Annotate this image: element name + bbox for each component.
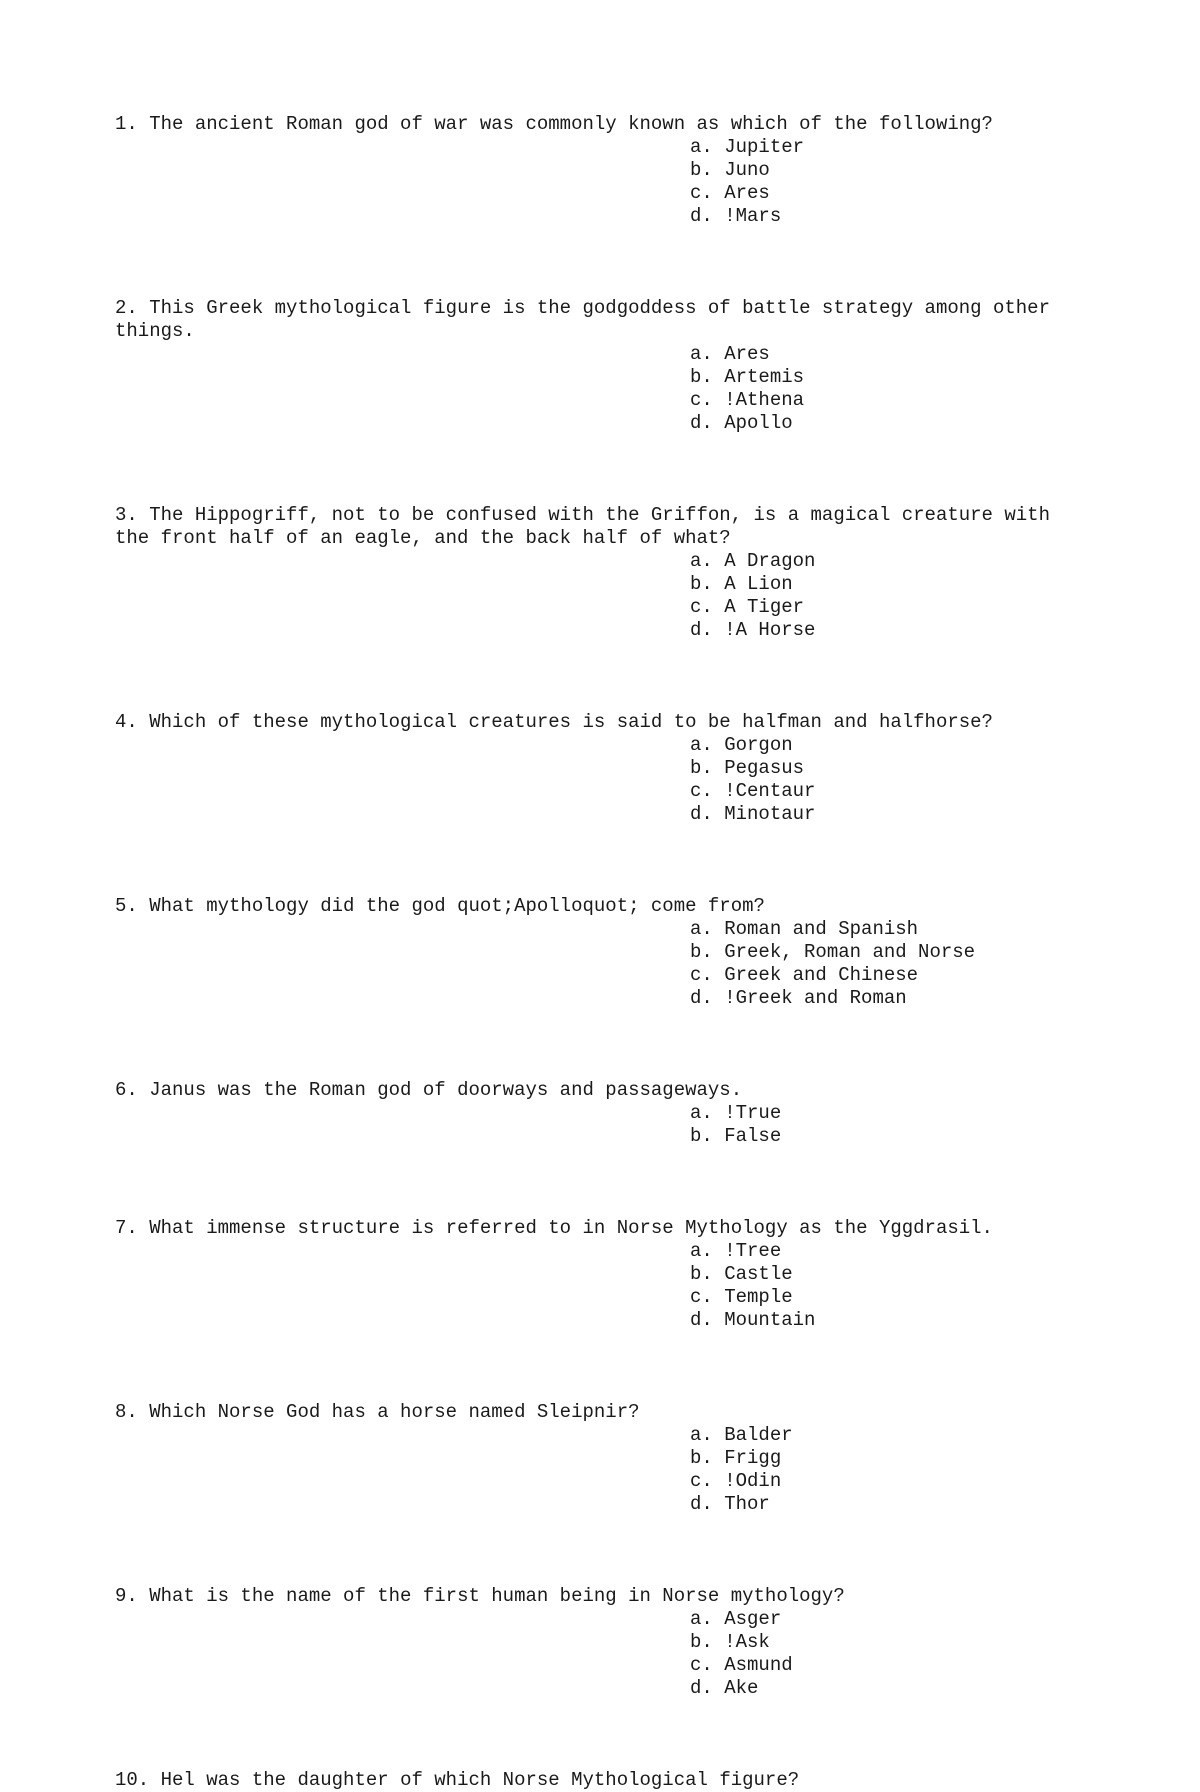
answer-option [690, 366, 1095, 389]
question-number: 2. [115, 297, 138, 319]
question-text [115, 113, 1065, 136]
option-text: Temple [724, 1286, 793, 1308]
answer-option [690, 941, 1095, 964]
question-block [115, 1401, 1095, 1516]
answer-option [690, 1263, 1095, 1286]
option-letter: a. [690, 550, 713, 572]
answer-option [690, 918, 1095, 941]
answer-options [690, 136, 1095, 228]
question-spacer [115, 826, 1095, 895]
option-text: Artemis [724, 366, 805, 388]
option-letter: d. [690, 205, 713, 227]
answer-option [690, 1424, 1095, 1447]
question-spacer [115, 435, 1095, 504]
answer-option [690, 159, 1095, 182]
question-block [115, 297, 1095, 435]
question-prompt: Which of these mythological creatures is said to be halfman and halfhorse? [149, 711, 993, 733]
question-text [115, 1585, 1065, 1608]
question-number: 5. [115, 895, 138, 917]
answer-option [690, 964, 1095, 987]
question-prompt: Which Norse God has a horse named Sleipnir? [149, 1401, 640, 1423]
option-text: !True [724, 1102, 782, 1124]
option-letter: a. [690, 1240, 713, 1262]
question-text [115, 1401, 1065, 1424]
answer-option [690, 803, 1095, 826]
option-letter: b. [690, 757, 713, 779]
answer-options [690, 1102, 1095, 1148]
option-letter: a. [690, 343, 713, 365]
answer-options [690, 1608, 1095, 1700]
option-letter: a. [690, 734, 713, 756]
question-prompt: Hel was the daughter of which Norse Mythological figure? [160, 1769, 800, 1791]
option-text: Thor [724, 1493, 770, 1515]
option-text: A Tiger [724, 596, 805, 618]
option-text: A Dragon [724, 550, 816, 572]
answer-option [690, 780, 1095, 803]
option-letter: c. [690, 596, 713, 618]
question-number: 10. [115, 1769, 150, 1791]
answer-options [690, 734, 1095, 826]
option-text: Roman and Spanish [724, 918, 919, 940]
answer-option [690, 1240, 1095, 1263]
option-letter: b. [690, 573, 713, 595]
option-text: Frigg [724, 1447, 782, 1469]
answer-option [690, 1654, 1095, 1677]
answer-option [690, 1470, 1095, 1493]
question-number: 4. [115, 711, 138, 733]
answer-options [690, 343, 1095, 435]
answer-option [690, 389, 1095, 412]
answer-option [690, 619, 1095, 642]
option-text: Asmund [724, 1654, 793, 1676]
answer-option [690, 205, 1095, 228]
option-text: Ares [724, 182, 770, 204]
question-spacer [115, 1700, 1095, 1769]
question-number: 3. [115, 504, 138, 526]
question-prompt: What immense structure is referred to in Norse Mythology as the Yggdrasil. [149, 1217, 993, 1239]
option-text: !Greek and Roman [724, 987, 907, 1009]
answer-options [690, 918, 1095, 1010]
option-text: !A Horse [724, 619, 816, 641]
option-text: Gorgon [724, 734, 793, 756]
question-block [115, 1217, 1095, 1332]
question-text [115, 504, 1065, 550]
option-text: Balder [724, 1424, 793, 1446]
question-text [115, 1769, 1065, 1792]
option-letter: d. [690, 1309, 713, 1331]
option-text: !Athena [724, 389, 805, 411]
question-prompt: The Hippogriff, not to be confused with the Griffon, is a magical creature with the front half of an eagle, and the back half of what? [115, 504, 1062, 549]
option-letter: d. [690, 1677, 713, 1699]
option-letter: a. [690, 1102, 713, 1124]
answer-option [690, 136, 1095, 159]
option-text: Greek, Roman and Norse [724, 941, 976, 963]
answer-option [690, 1493, 1095, 1516]
option-letter: b. [690, 1447, 713, 1469]
option-letter: d. [690, 412, 713, 434]
question-spacer [115, 642, 1095, 711]
option-letter: b. [690, 941, 713, 963]
option-text: !Centaur [724, 780, 816, 802]
option-text: !Mars [724, 205, 782, 227]
question-block [115, 1079, 1095, 1148]
question-text [115, 1217, 1065, 1240]
answer-option [690, 757, 1095, 780]
option-text: False [724, 1125, 782, 1147]
question-text [115, 711, 1065, 734]
answer-option [690, 1447, 1095, 1470]
option-letter: b. [690, 159, 713, 181]
option-text: Juno [724, 159, 770, 181]
option-letter: d. [690, 1493, 713, 1515]
question-prompt: Janus was the Roman god of doorways and passageways. [149, 1079, 743, 1101]
question-spacer [115, 1148, 1095, 1217]
option-letter: a. [690, 918, 713, 940]
answer-option [690, 1309, 1095, 1332]
option-letter: c. [690, 182, 713, 204]
option-letter: c. [690, 1654, 713, 1676]
answer-options [690, 550, 1095, 642]
answer-option [690, 550, 1095, 573]
option-letter: d. [690, 987, 713, 1009]
question-spacer [115, 1516, 1095, 1585]
option-letter: b. [690, 1631, 713, 1653]
option-text: !Tree [724, 1240, 782, 1262]
question-spacer [115, 1332, 1095, 1401]
option-letter: b. [690, 1125, 713, 1147]
question-block [115, 711, 1095, 826]
answer-option [690, 182, 1095, 205]
option-letter: c. [690, 964, 713, 986]
answer-option [690, 734, 1095, 757]
answer-option [690, 573, 1095, 596]
question-number: 1. [115, 113, 138, 135]
question-number: 8. [115, 1401, 138, 1423]
option-letter: c. [690, 389, 713, 411]
option-text: Apollo [724, 412, 793, 434]
question-number: 7. [115, 1217, 138, 1239]
option-text: Jupiter [724, 136, 805, 158]
option-letter: a. [690, 1608, 713, 1630]
answer-option [690, 1608, 1095, 1631]
question-prompt: The ancient Roman god of war was commonly known as which of the following? [149, 113, 993, 135]
question-block [115, 504, 1095, 642]
option-text: Castle [724, 1263, 793, 1285]
option-letter: c. [690, 1470, 713, 1492]
answer-options [690, 1424, 1095, 1516]
answer-option [690, 1286, 1095, 1309]
option-letter: b. [690, 366, 713, 388]
answer-options [690, 1240, 1095, 1332]
answer-option [690, 1125, 1095, 1148]
option-letter: a. [690, 1424, 713, 1446]
answer-option [690, 987, 1095, 1010]
option-letter: a. [690, 136, 713, 158]
option-letter: d. [690, 619, 713, 641]
answer-option [690, 343, 1095, 366]
option-text: Mountain [724, 1309, 816, 1331]
question-text [115, 895, 1065, 918]
question-block [115, 895, 1095, 1010]
option-text: Greek and Chinese [724, 964, 919, 986]
option-letter: d. [690, 803, 713, 825]
question-text [115, 297, 1065, 343]
answer-option [690, 1102, 1095, 1125]
answer-option [690, 1677, 1095, 1700]
option-letter: b. [690, 1263, 713, 1285]
option-text: !Ask [724, 1631, 770, 1653]
question-number: 6. [115, 1079, 138, 1101]
option-text: Pegasus [724, 757, 805, 779]
question-block [115, 1585, 1095, 1700]
option-text: A Lion [724, 573, 793, 595]
question-spacer [115, 228, 1095, 297]
answer-option [690, 412, 1095, 435]
option-text: !Odin [724, 1470, 782, 1492]
option-letter: c. [690, 780, 713, 802]
option-text: Asger [724, 1608, 782, 1630]
question-prompt: This Greek mythological figure is the godgoddess of battle strategy among other things. [115, 297, 1062, 342]
quiz-document [115, 113, 1095, 1792]
option-text: Ake [724, 1677, 759, 1699]
option-letter: c. [690, 1286, 713, 1308]
answer-option [690, 1631, 1095, 1654]
answer-option [690, 596, 1095, 619]
question-number: 9. [115, 1585, 138, 1607]
question-block [115, 1769, 1095, 1792]
option-text: Ares [724, 343, 770, 365]
question-prompt: What mythology did the god quot;Apolloquot; come from? [149, 895, 765, 917]
question-block [115, 113, 1095, 228]
question-text [115, 1079, 1065, 1102]
question-prompt: What is the name of the first human being in Norse mythology? [149, 1585, 845, 1607]
question-spacer [115, 1010, 1095, 1079]
option-text: Minotaur [724, 803, 816, 825]
